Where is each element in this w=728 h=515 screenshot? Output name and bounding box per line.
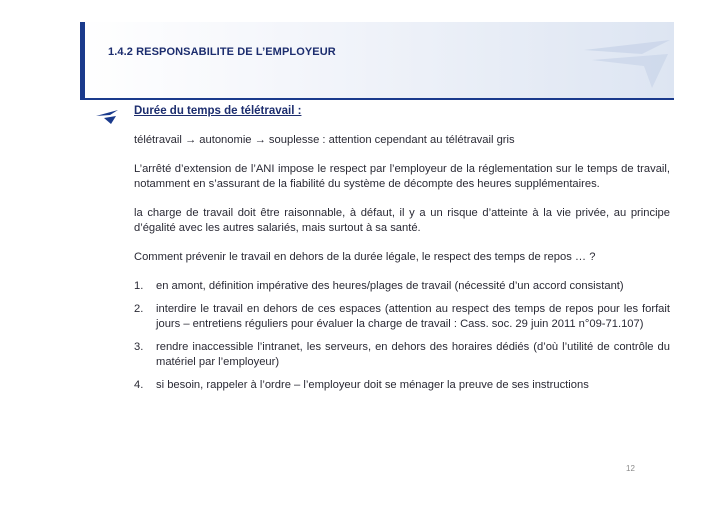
- list-text: rendre inaccessible l’intranet, les serveurs, en dehors des horaires dédiés (d’où l’utilité de contrôle du matériel par l’employeur): [156, 341, 670, 368]
- paragraph-teletravail: télétravail → autonomie → souplesse : attention cependant au télétravail gris: [134, 134, 515, 146]
- logo-watermark-icon: [582, 30, 674, 92]
- arrow-bullet-icon: [96, 110, 118, 124]
- list-number: 1.: [134, 280, 144, 292]
- list-number: 2.: [134, 303, 144, 315]
- list-text: interdire le travail en dehors de ces espaces (attention au respect des temps de repos pour les forfait jours – entretiens réguliers pour évaluer la charge de travail : Cass. soc. 29 juin 2011 n°09-71.107): [156, 303, 670, 330]
- list-text: en amont, définition impérative des heures/plages de travail (nécessité d’un accord consistant): [156, 280, 624, 292]
- list-item: [134, 279, 670, 294]
- header-underline: [80, 98, 674, 100]
- content-subtitle: Durée du temps de télétravail :: [134, 105, 302, 117]
- paragraph-arrete: L’arrêté d’extension de l’ANI impose le respect par l’employeur de la réglementation sur le temps de travail, notamment en s’assurant de la fiabilité du système de décompte des heures supplémentaires.: [134, 163, 670, 190]
- list-number: 4.: [134, 379, 144, 391]
- list-text: si besoin, rappeler à l’ordre – l’employeur doit se ménager la preuve de ses instructions: [156, 379, 589, 391]
- list-number: 3.: [134, 341, 144, 353]
- slide-content: [134, 104, 670, 401]
- paragraph-charge: la charge de travail doit être raisonnable, à défaut, il y a un risque d’atteinte à la vie privée, au principe d’égalité avec les autres salariés, mais surtout à sa santé.: [134, 207, 670, 234]
- page-number: 12: [626, 464, 635, 473]
- paragraph-question: Comment prévenir le travail en dehors de la durée légale, le respect des temps de repos … ?: [134, 251, 596, 263]
- numbered-list: [134, 279, 670, 393]
- list-item: [134, 302, 670, 332]
- list-item: [134, 340, 670, 370]
- header-accent-bar: [80, 22, 85, 98]
- list-item: [134, 378, 670, 393]
- section-title: 1.4.2 RESPONSABILITE DE L’EMPLOYEUR: [108, 46, 336, 58]
